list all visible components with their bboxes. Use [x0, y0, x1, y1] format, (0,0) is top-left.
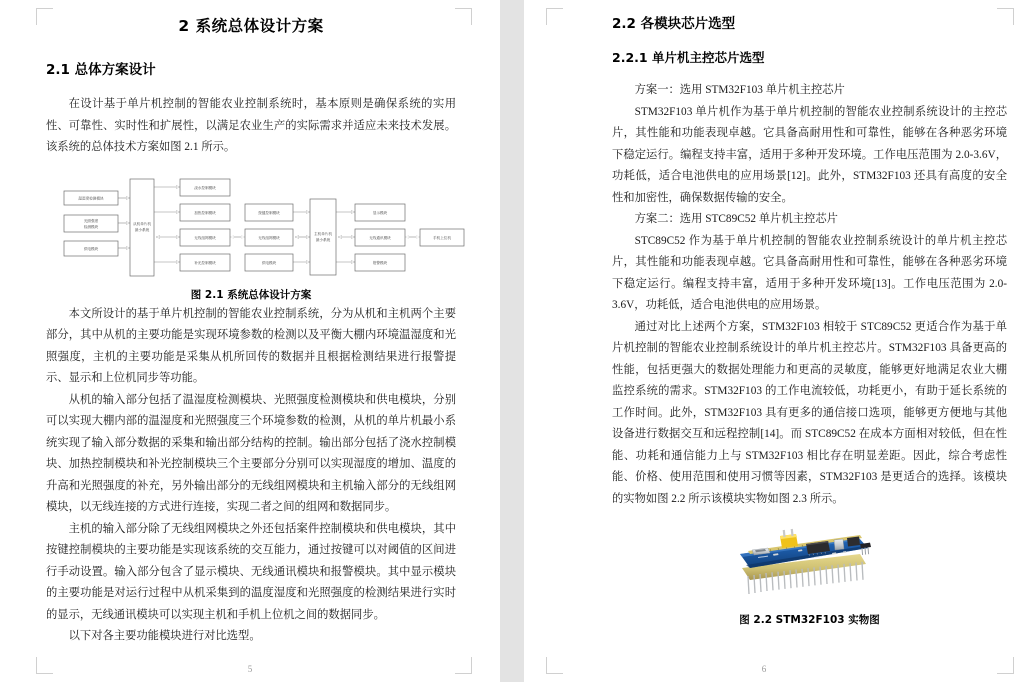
paragraph-4: 主机的输入部分除了无线组网模块之外还包括案件控制模块和供电模块，其中按键控制模块的主要功能是实现该系统的交互能力，通过按键可以对阈值的区间进行手动设置。输入部分包含了显示模块、无线通讯模块和报警模块。其中显示模块的主要功能是对运行过程中从机采集到的温度湿度和光照强度的检测结果进行实时的显示，无线通讯模块可以实现主机和手机上位机之间的数据同步。: [46, 522, 456, 621]
diagram-node-light-intensity-detect: [64, 215, 118, 232]
svg-text:供电模块: 供电模块: [261, 260, 277, 265]
section-title-2-2: 2.2 各模块芯片选型: [612, 16, 736, 32]
plan-2-heading: 方案二：选用 STC89C52 单片机主控芯片: [634, 213, 838, 225]
board-jumper-block-icon: [780, 529, 798, 548]
diagram-node-wireless-comm: [355, 229, 405, 246]
svg-text:从机单片机: 从机单片机: [133, 221, 151, 226]
section-title-2-1: 2.1 总体方案设计: [46, 62, 156, 78]
crop-mark-top-right-icon: [455, 8, 472, 25]
svg-text:按键控制模块: 按键控制模块: [258, 210, 280, 215]
chapter-title: 2 系统总体设计方案: [178, 17, 324, 35]
figure-2-2: [612, 524, 1007, 604]
svg-text:最小系统: 最小系统: [315, 237, 331, 242]
figure-2-1-caption: 图 2.1 系统总体设计方案: [190, 288, 312, 301]
svg-text:温湿度检测模块: 温湿度检测模块: [78, 196, 104, 200]
svg-text:补光控制模块: 补光控制模块: [194, 260, 216, 265]
right-page-content: [612, 6, 1007, 629]
figure-2-2-caption: 图 2.2 STM32F103 实物图: [739, 614, 880, 626]
svg-text:供电模块: 供电模块: [83, 246, 99, 251]
board-crystal-oscillator-icon: [834, 539, 844, 550]
paragraph-5: 以下对各主要功能模块进行对比选型。: [68, 630, 261, 642]
diagram-node-power-supply-slave: [64, 241, 118, 256]
plan-2-body: STC89C52 作为基于单片机控制的智能农业控制系统设计的单片机主控芯片，其性能和功能表现卓越。它具备高耐用性和可靠性，能够在各种恶劣环境下稳定运行。编程支持丰富，适用于多种开发环境[13]。工作电压范围为 2.0-3.6V，功耗低，适合电池供电的应用场景。: [612, 234, 1007, 311]
paragraph-3: 从机的输入部分包括了温湿度检测模块、光照强度检测模块和供电模块，分别可以实现大棚内部的温湿度和光照强度三个环境参数的检测，从机的单片机最小系统实现了输入部分数据的采集和输出部分结构的控制。输出部分包括了浇水控制模块、加热控制模块和补光控制模块三个主要部分分别可以实现湿度的增加、温度的升高和光照强度的补充，另外输出部分的无线组网模块和主机输入部分的无线组网模块，以无线连接的方式进行连接，实现二者之间的组网和数据同步。: [46, 393, 456, 513]
diagram-node-heating-control: [180, 204, 230, 221]
svg-text:无线组网模块: 无线组网模块: [194, 235, 216, 240]
diagram-node-power-supply-host: [245, 254, 293, 271]
diagram-node-mobile-host-app: [420, 229, 464, 246]
page-number-right: 6: [761, 664, 767, 674]
diagram-node-wireless-mesh-host: [245, 229, 293, 246]
system-block-diagram: [42, 173, 474, 283]
comparison-body: 通过对比上述两个方案，STM32F103 相较于 STC89C52 更适合作为基于单片机控制的智能农业控制系统设计的单片机主控芯片。STM32F103 具备更高的性能，包括更强大的数据处理能力和更高的灵敏度，能够更好地满足农业大棚监控系统的需求。STM32F103 的工作电流较低，功耗更小，有助于延长系统的工作时间。此外，STM32F103 具有更多的通信接口选项，能够更方便地与其他设备进行数据交互和远程控制[14]。而 STC89C52 在成本方面相对较低，但在性能、功耗和通信能力上与 STM32F103 相比存在明显差距。因此，综合考虑性能、价格、使用范围和使用习惯等因素，STM32F103 是更适合的选择。该模块的实物如图 2.2 所示该模块实物如图 2.3 所示。: [612, 320, 1007, 505]
document-page-left: [0, 0, 500, 682]
page-number-left: 5: [247, 664, 253, 674]
svg-text:报警模块: 报警模块: [372, 260, 388, 265]
crop-mark-top-left-icon-right: [546, 8, 563, 25]
diagram-node-slave-mcu: [130, 179, 154, 276]
svg-text:无线组网模块: 无线组网模块: [258, 235, 280, 240]
diagram-node-watering-control: [180, 179, 230, 196]
diagram-node-temp-humidity-detect: [64, 191, 118, 205]
board-swd-header-icon: [860, 543, 871, 555]
diagram-node-host-mcu: [310, 199, 336, 275]
stm32f103-board-photo: [710, 524, 910, 604]
figure-2-1: [46, 173, 456, 302]
svg-text:光照强度: 光照强度: [83, 218, 99, 223]
diagram-node-key-control: [245, 204, 293, 221]
svg-text:手机上位机: 手机上位机: [433, 235, 451, 240]
svg-text:加热控制模块: 加热控制模块: [194, 210, 216, 215]
paragraph-2: 本文所设计的基于单片机控制的智能农业控制系统，分为从机和主机两个主要部分，其中从机的主要功能是实现环境参数的检测以及平衡大棚内环境温湿度和光照强度，主机的主要功能是采集从机所回传的数据并且根据检测结果进行报警提示、显示和上位机同步等功能。: [46, 307, 456, 384]
left-page-content: [46, 6, 456, 648]
diagram-node-supplementary-light-control: [180, 254, 230, 271]
page-gutter: [500, 0, 524, 682]
plan-1-heading: 方案一：选用 STM32F103 单片机主控芯片: [634, 84, 845, 96]
diagram-node-alarm: [355, 254, 405, 271]
document-page-right: [524, 0, 1024, 682]
svg-text:主机单片机: 主机单片机: [314, 231, 332, 236]
svg-text:最小系统: 最小系统: [134, 227, 150, 232]
svg-text:浇水控制模块: 浇水控制模块: [194, 185, 216, 190]
diagram-edges: [118, 187, 420, 262]
svg-text:检测模块: 检测模块: [83, 224, 99, 229]
subsection-title-2-2-1: 2.2.1 单片机主控芯片选型: [612, 50, 765, 65]
paragraph-1: 在设计基于单片机控制的智能农业控制系统时，基本原则是确保系统的实用性、可靠性、实时性和扩展性，以满足农业生产的实际需求并适应未来技术发展。该系统的总体技术方案如图 2.1 所示。: [46, 98, 456, 153]
svg-text:无线通讯模块: 无线通讯模块: [369, 235, 391, 240]
plan-1-body: STM32F103 单片机作为基于单片机控制的智能农业控制系统设计的主控芯片，其性能和功能表现卓越。它具备高耐用性和可靠性，能够在各种恶劣环境下稳定运行。编程支持丰富，适用于多种开发环境。工作电压范围为 2.0-3.6V，功耗低，适合电池供电的应用场景[12]。此外，STM32F103 还具有高度的安全性和加密性，确保数据传输的安全。: [612, 105, 1007, 204]
diagram-node-display: [355, 204, 405, 221]
diagram-node-wireless-mesh-slave: [180, 229, 230, 246]
board-secondary-chip-icon: [847, 537, 860, 547]
svg-text:显示模块: 显示模块: [372, 210, 388, 215]
